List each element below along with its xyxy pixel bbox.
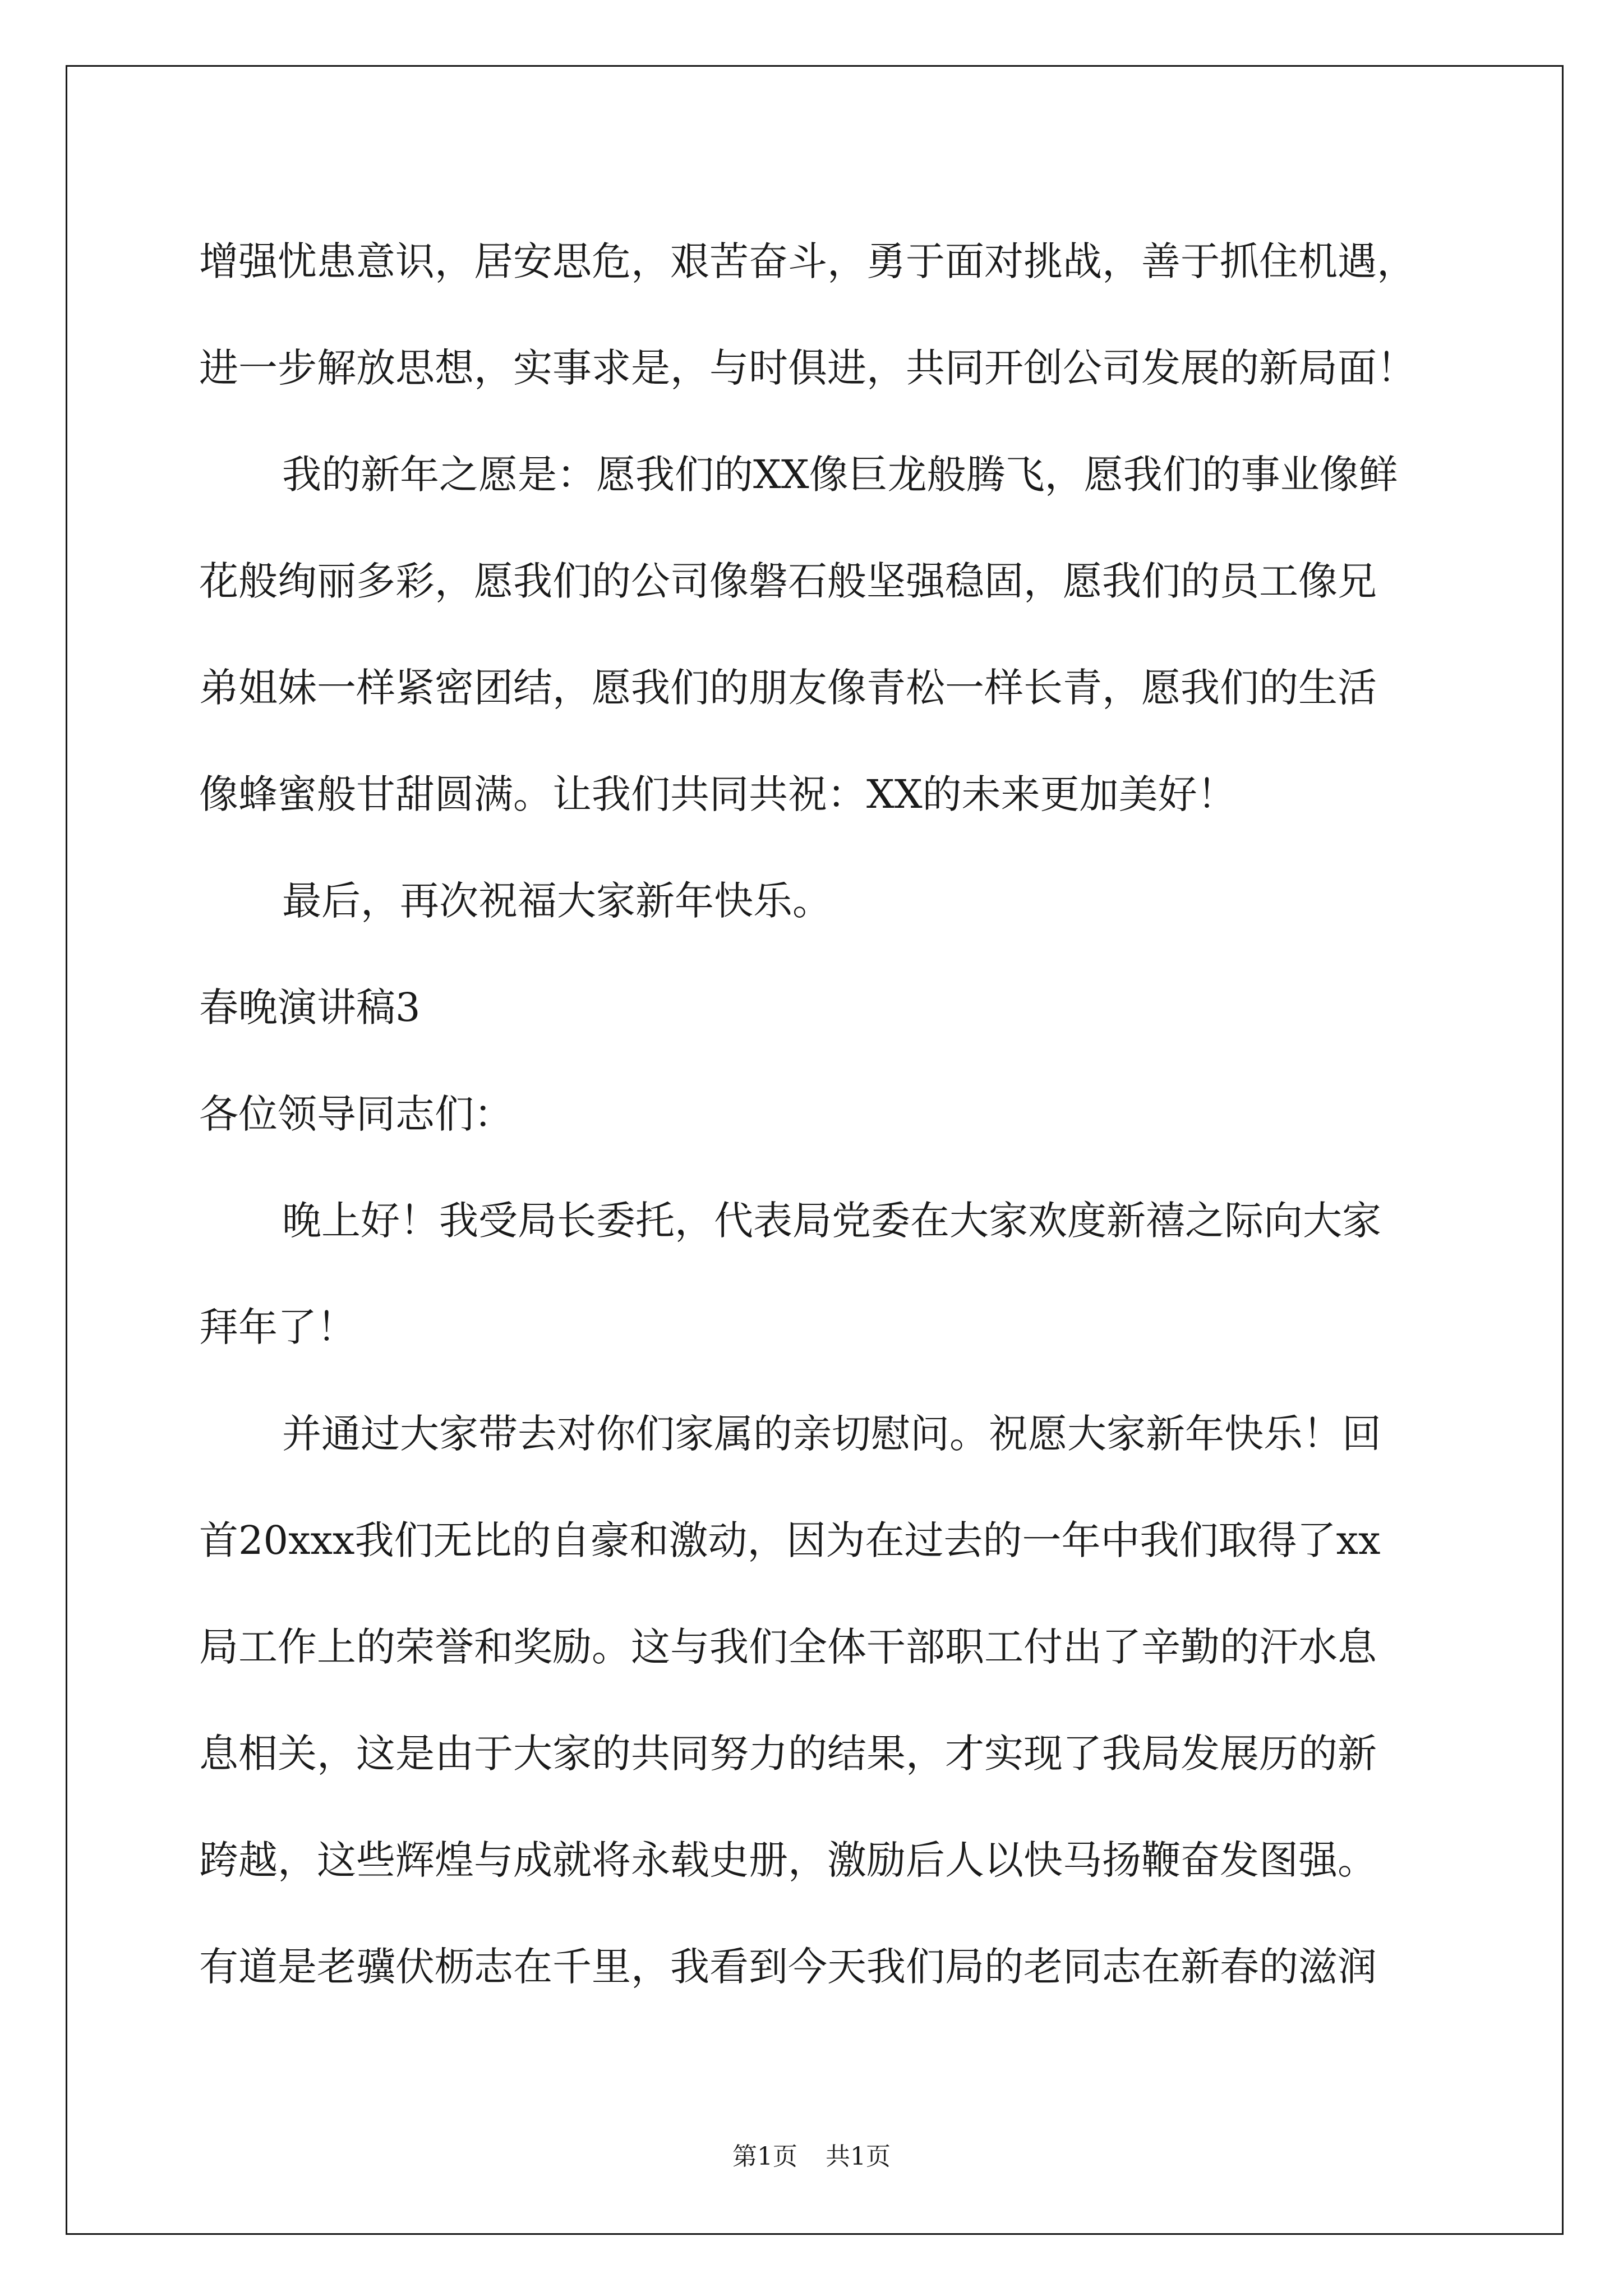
text-line: 有道是老骥伏枥志在千里，我看到今天我们局的老同志在新春的滋润 [199, 1944, 1377, 1990]
paragraph-start: 最后，再次祝福大家新年快乐。 [282, 878, 832, 924]
page-total: 共1页 [826, 2142, 891, 2171]
text-line: 首20xxx我们无比的自豪和激动，因为在过去的一年中我们取得了xx [199, 1517, 1381, 1563]
text-line: 花般绚丽多彩，愿我们的公司像磐石般坚强稳固，愿我们的员工像兄 [199, 558, 1377, 604]
text-line: 弟姐妹一样紧密团结，愿我们的朋友像青松一样长青，愿我们的生活 [199, 665, 1377, 711]
paragraph-start: 我的新年之愿是：愿我们的XX像巨龙般腾飞，愿我们的事业像鲜 [282, 452, 1398, 498]
section-title: 春晚演讲稿3 [199, 984, 421, 1030]
text-line: 进一步解放思想，实事求是，与时俱进，共同开创公司发展的新局面！ [199, 345, 1416, 391]
text-line: 息相关，这是由于大家的共同努力的结果，才实现了我局发展历的新 [199, 1731, 1377, 1777]
paragraph-start: 晚上好！我受局长委托，代表局党委在大家欢度新禧之际向大家 [282, 1198, 1381, 1244]
text-line: 跨越，这些辉煌与成就将永载史册，激励后人以快马扬鞭奋发图强。 [199, 1837, 1377, 1883]
page-number: 第1页 [732, 2142, 797, 2171]
page-footer [0, 2136, 1623, 2172]
paragraph-start: 并通过大家带去对你们家属的亲切慰问。祝愿大家新年快乐！回 [282, 1411, 1381, 1457]
text-line: 增强忧患意识，居安思危，艰苦奋斗，勇于面对挑战，善于抓住机遇， [199, 238, 1416, 284]
text-line: 像蜂蜜般甘甜圆满。让我们共同共祝：XX的未来更加美好！ [199, 771, 1237, 817]
salutation: 各位领导同志们： [199, 1091, 513, 1137]
text-line: 局工作上的荣誉和奖励。这与我们全体干部职工付出了辛勤的汗水息 [199, 1624, 1377, 1670]
text-line: 拜年了！ [199, 1304, 356, 1350]
